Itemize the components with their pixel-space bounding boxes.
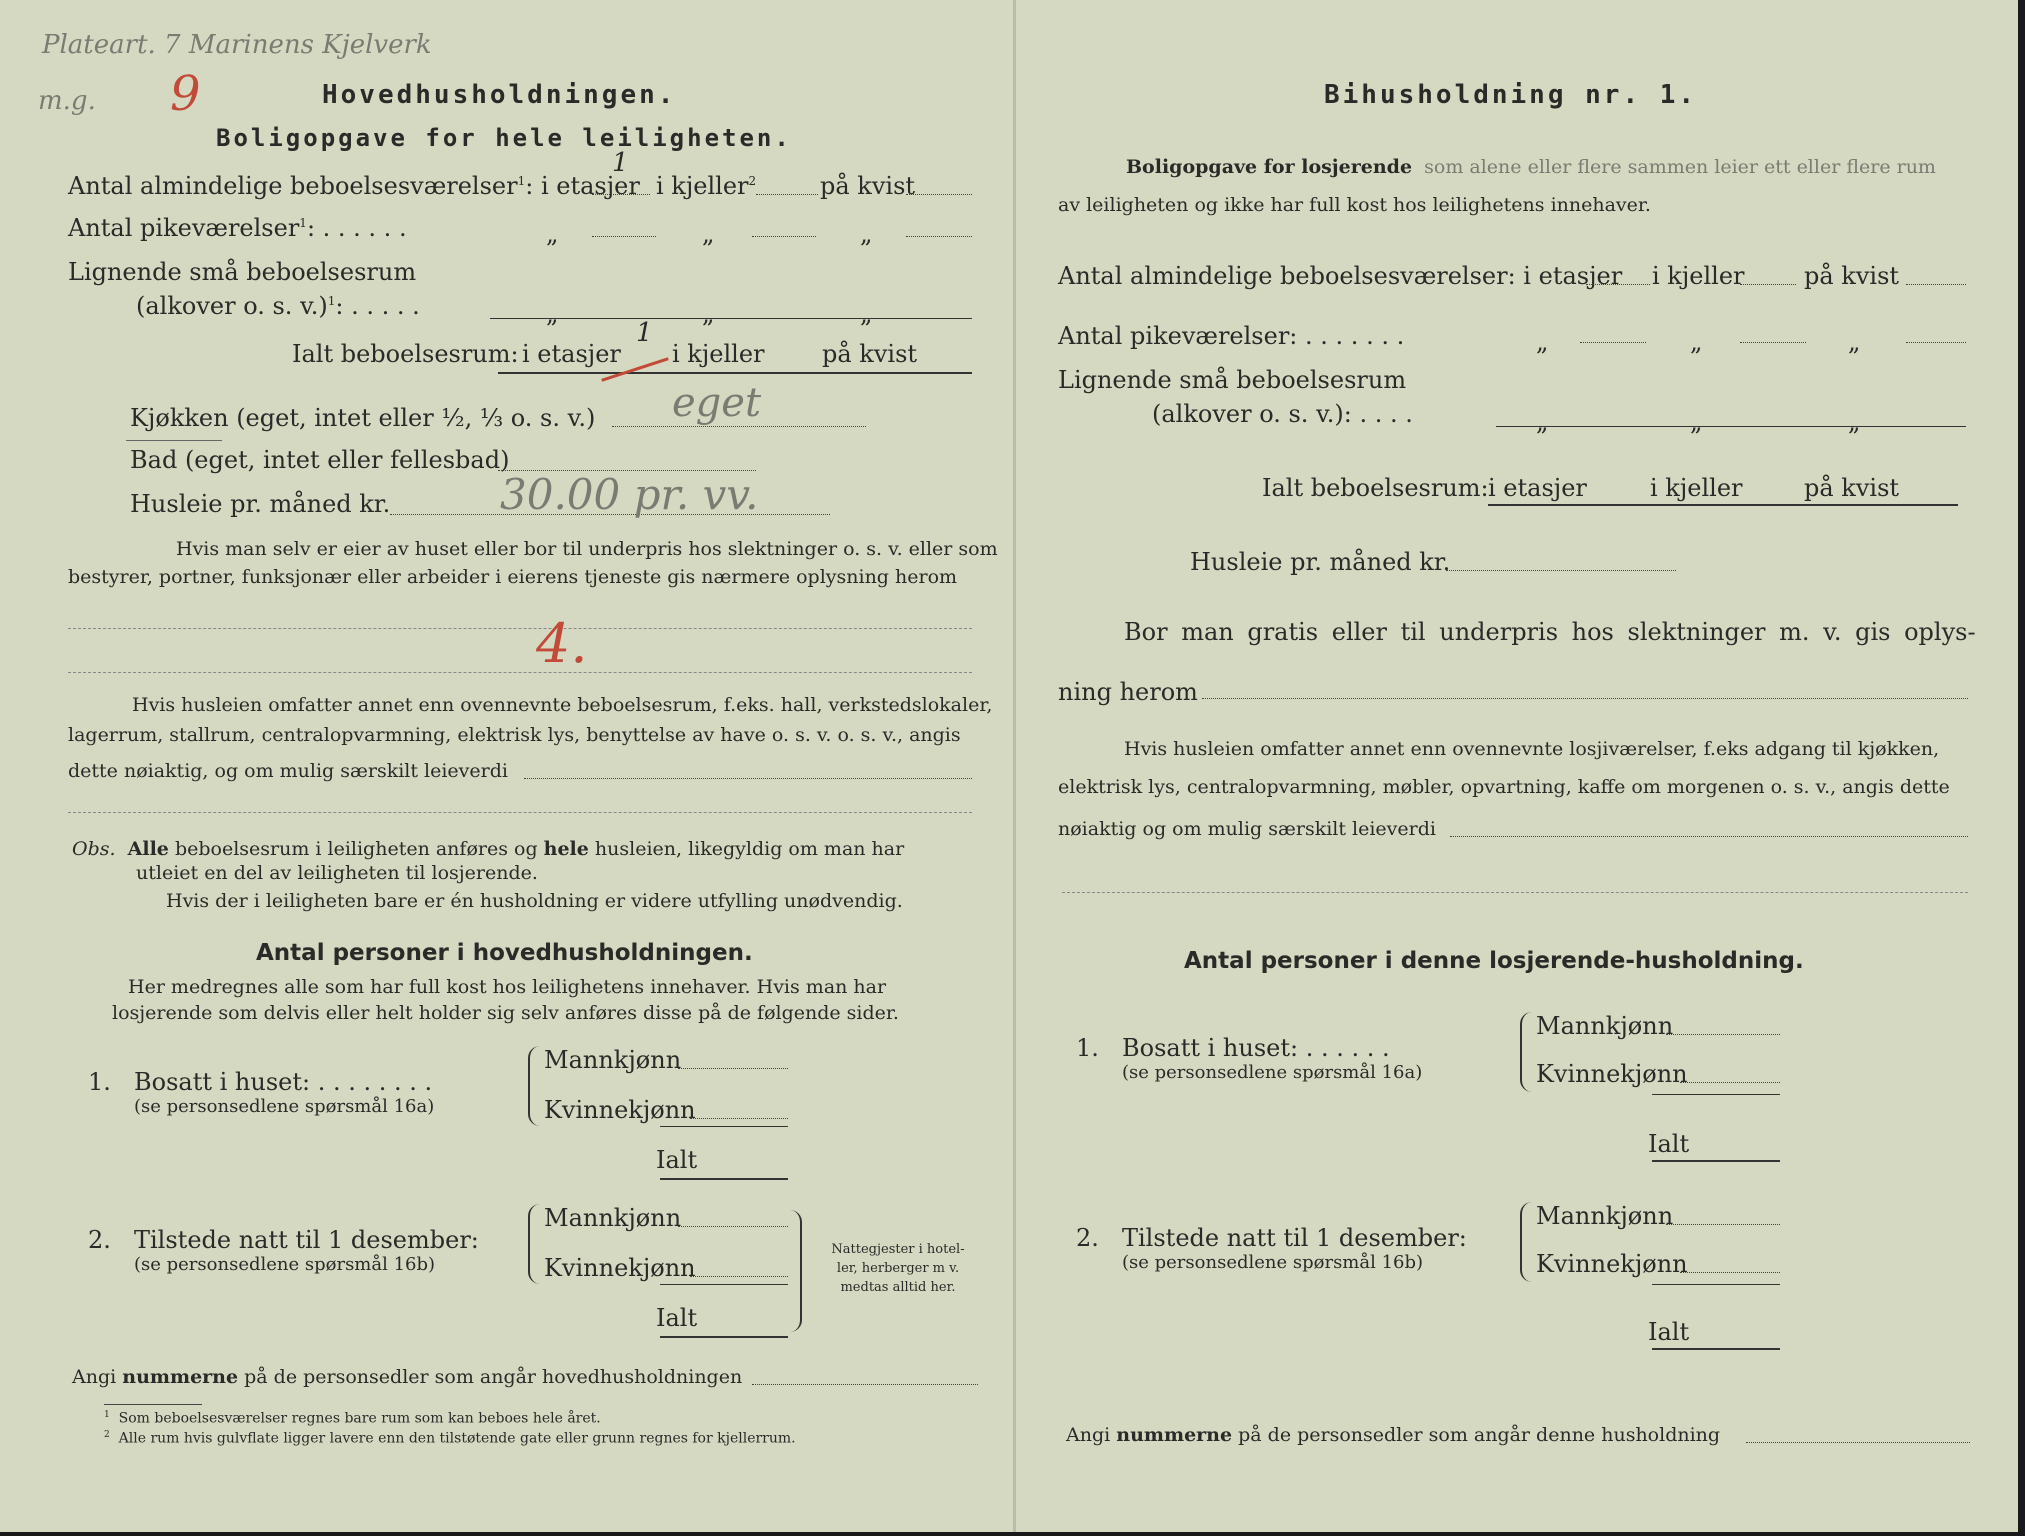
kjokken-underline: [126, 440, 222, 441]
right-ialt-kvist: på kvist: [1804, 474, 1900, 502]
right-angi: Angi nummerne på de personsedler som angår denne husholdning: [1066, 1424, 1721, 1446]
ditto-mark: „: [1848, 328, 1861, 356]
field-r-pike-kvist[interactable]: [1906, 342, 1966, 343]
left-kjokken: Kjøkken (eget, intet eller ½, ⅓ o. s. v.): [130, 404, 596, 432]
left-q2-label: Tilstede natt til 1 desember:: [134, 1226, 479, 1254]
left-personer-2: losjerende som delvis eller helt holder sig selv anføres disse på de følgende sider.: [112, 1002, 899, 1024]
left-q1-brace: [528, 1046, 540, 1126]
right-omfatter-3: nøiaktig og om mulig særskilt leieverdi: [1058, 818, 1436, 840]
left-q2-brace: [528, 1204, 540, 1284]
right-omfatter-2: elektrisk lys, centralopvarmning, møbler, opvartning, kaffe om morgenen o. s. v., angis dette: [1058, 776, 1950, 798]
ditto-mark: „: [546, 220, 559, 248]
right-ialt-kjeller: i kjeller: [1650, 474, 1743, 502]
field-r-kjeller[interactable]: [1740, 284, 1796, 285]
field-r-alkover[interactable]: [1496, 426, 1966, 427]
right-personer-title: Antal personer i denne losjerende-husholdning.: [1184, 948, 1804, 974]
field-r-leieverdi-line2[interactable]: [1062, 892, 1968, 893]
field-r-q1-ialt[interactable]: [1652, 1160, 1780, 1162]
left-q1-ialt: Ialt: [656, 1146, 698, 1174]
handwritten-husleie: 30.00 pr. vv.: [500, 470, 759, 519]
ditto-mark: „: [1536, 408, 1549, 436]
ditto-mark: „: [546, 300, 559, 328]
right-ialt-underline: [1488, 504, 1958, 506]
handwritten-etasjer: 1: [612, 148, 629, 178]
footnote-2: $^2$ Alle rum hvis gulvflate ligger lavere enn den tilstøtende gate eller grunn regnes for kjellerrum.: [104, 1430, 796, 1447]
left-omfatter-1: Hvis husleien omfatter annet enn ovennevnte beboelsesrum, f.eks. hall, verkstedslokaler,: [132, 694, 993, 716]
field-pike-etasjer[interactable]: [592, 236, 656, 237]
right-line1: Antal almindelige beboelsesværelser: i etasjer: [1058, 262, 1623, 290]
field-r-q1-kvinne[interactable]: [1680, 1082, 1780, 1083]
right-line2: Antal pikeværelser: . . . . . . .: [1058, 322, 1405, 350]
field-r-pike-etasjer[interactable]: [1580, 342, 1646, 343]
handwritten-kjokken: eget: [672, 380, 762, 426]
right-line3-b: (alkover o. s. v.): . . . .: [1152, 400, 1413, 428]
left-subtitle: Boligopgave for hele leiligheten.: [216, 124, 792, 152]
ditto-mark: „: [1848, 408, 1861, 436]
left-q1-label: Bosatt i huset: . . . . . . . .: [134, 1068, 433, 1096]
q2-sum-line: [660, 1284, 788, 1285]
left-obs-3: Hvis der i leiligheten bare er én husholdning er videre utfylling unødvendig.: [166, 890, 903, 912]
field-q1-mann[interactable]: [678, 1068, 788, 1069]
handwritten-number: 9: [170, 66, 201, 122]
right-title: Bihusholdning nr. 1.: [1324, 80, 1698, 110]
right-q2-label: Tilstede natt til 1 desember:: [1122, 1224, 1467, 1252]
left-line3-b: (alkover o. s. v.)$^1$: . . . . .: [136, 292, 420, 320]
field-r-kvist[interactable]: [1906, 284, 1966, 285]
field-alkover[interactable]: [490, 318, 972, 319]
ditto-mark: „: [1690, 328, 1703, 356]
page-fold: [1013, 0, 1016, 1532]
field-kjeller[interactable]: [756, 194, 818, 195]
left-q1-kvinne: Kvinnekjønn: [544, 1096, 696, 1124]
ialt-underline: [498, 372, 972, 374]
field-r-q2-mann[interactable]: [1666, 1224, 1780, 1225]
left-obs-1: Obs. Alle beboelsesrum i leiligheten anføres og hele husleien, likegyldig om man har: [72, 838, 905, 860]
handwritten-note-mark: 4.: [536, 612, 588, 675]
right-q2-mann: Mannkjønn: [1536, 1202, 1674, 1230]
right-ialt-etasjer: i etasjer: [1488, 474, 1587, 502]
left-title: Hovedhusholdningen.: [322, 80, 677, 110]
field-angi-left[interactable]: [752, 1384, 978, 1385]
field-r-gratis[interactable]: [1202, 698, 1968, 699]
r-q2-sum-line: [1652, 1284, 1780, 1285]
right-q2-ialt: Ialt: [1648, 1318, 1690, 1346]
right-q2-kvinne: Kvinnekjønn: [1536, 1250, 1688, 1278]
field-eier-line1[interactable]: [68, 628, 972, 629]
ditto-mark: „: [702, 220, 715, 248]
right-line3-a: Lignende små beboelsesrum: [1058, 366, 1407, 394]
right-intro-2: av leiligheten og ikke har full kost hos leilighetens innehaver.: [1058, 194, 1651, 216]
footnote-rule: [104, 1404, 202, 1405]
left-personer-title: Antal personer i hovedhusholdningen.: [256, 940, 753, 966]
left-bad: Bad (eget, intet eller fellesbad): [130, 446, 510, 474]
ditto-mark: „: [860, 220, 873, 248]
field-kjokken[interactable]: [612, 426, 866, 427]
right-q2-num: 2.: [1076, 1224, 1099, 1252]
left-natt-note: Nattegjester i hotel- ler, herberger m v. medtas alltid her.: [831, 1242, 965, 1295]
ditto-mark: „: [860, 300, 873, 328]
left-q2-ialt: Ialt: [656, 1304, 698, 1332]
right-intro-1: Boligopgave for losjerende som alene eller flere sammen leier ett eller flere rum: [1126, 156, 1936, 178]
left-angi: Angi nummerne på de personsedler som angår hovedhusholdningen: [72, 1366, 743, 1388]
field-r-etasjer[interactable]: [1586, 284, 1650, 285]
handwritten-mg: m.g.: [38, 86, 96, 116]
field-leieverdi-line2[interactable]: [68, 812, 972, 813]
ditto-mark: „: [1536, 328, 1549, 356]
left-q1-mann: Mannkjønn: [544, 1046, 682, 1074]
field-r-q1-mann[interactable]: [1666, 1034, 1780, 1035]
field-q1-kvinne[interactable]: [690, 1118, 788, 1119]
field-q2-mann[interactable]: [678, 1226, 788, 1227]
field-r-q2-ialt[interactable]: [1652, 1348, 1780, 1350]
field-pike-kvist[interactable]: [906, 236, 972, 237]
handwritten-ialt-etasjer: 1: [636, 318, 653, 348]
right-q2-brace: [1520, 1202, 1532, 1282]
left-ialt-etasjer: i etasjer: [522, 340, 621, 368]
left-ialt-label: Ialt beboelsesrum:: [292, 340, 519, 368]
field-q2-kvinne[interactable]: [690, 1276, 788, 1277]
left-line3-a: Lignende små beboelsesrum: [68, 258, 417, 286]
right-line1-kjeller: i kjeller: [1652, 262, 1745, 290]
left-q2-right-brace: [790, 1210, 802, 1332]
field-r-pike-kjeller[interactable]: [1740, 342, 1806, 343]
left-line1-kjeller: i kjeller$^2$: [656, 172, 757, 200]
field-r-husleie[interactable]: [1446, 570, 1676, 571]
left-ialt-kjeller: i kjeller: [672, 340, 765, 368]
left-eier-note-1: Hvis man selv er eier av huset eller bor til underpris hos slektninger o. s. v. eller som: [176, 538, 998, 560]
left-ialt-kvist: på kvist: [822, 340, 918, 368]
right-q2-sub: (se personsedlene spørsmål 16b): [1122, 1252, 1424, 1273]
right-q1-num: 1.: [1076, 1034, 1099, 1062]
field-r-q2-kvinne[interactable]: [1680, 1272, 1780, 1273]
footnote-1: $^1$ Som beboelsesværelser regnes bare rum som kan beboes hele året.: [104, 1410, 601, 1427]
left-eier-note-2: bestyrer, portner, funksjonær eller arbeider i eierens tjeneste gis nærmere oplysning herom: [68, 566, 958, 588]
right-q1-sub: (se personsedlene spørsmål 16a): [1122, 1062, 1423, 1083]
left-line1: Antal almindelige beboelsesværelser$^1$: i etasjer: [68, 172, 640, 200]
ditto-mark: „: [702, 300, 715, 328]
field-q2-ialt[interactable]: [660, 1336, 788, 1338]
left-q2-num: 2.: [88, 1226, 111, 1254]
field-q1-ialt[interactable]: [660, 1178, 788, 1180]
left-husleie: Husleie pr. måned kr.: [130, 490, 391, 518]
left-line1-kvist: på kvist: [820, 172, 916, 200]
r-q1-sum-line: [1652, 1094, 1780, 1095]
left-obs-2: utleiet en del av leiligheten til losjerende.: [136, 862, 538, 884]
field-angi-right[interactable]: [1746, 1442, 1970, 1443]
right-husleie: Husleie pr. måned kr.: [1190, 548, 1451, 576]
left-q2-mann: Mannkjønn: [544, 1204, 682, 1232]
field-eier-line2[interactable]: [68, 672, 972, 673]
q1-sum-line: [660, 1126, 788, 1127]
field-leieverdi[interactable]: [524, 778, 972, 779]
right-line1-kvist: på kvist: [1804, 262, 1900, 290]
right-q1-brace: [1520, 1012, 1532, 1092]
left-omfatter-2: lagerrum, stallrum, centralopvarmning, elektrisk lys, benyttelse av have o. s. v. o. s. v., angis: [68, 724, 961, 746]
left-q2-sub: (se personsedlene spørsmål 16b): [134, 1254, 436, 1275]
right-gratis-1: Bor man gratis eller til underpris hos slektninger m. v. gis oplys-: [1124, 618, 1976, 646]
right-q1-mann: Mannkjønn: [1536, 1012, 1674, 1040]
left-omfatter-3: dette nøiaktig, og om mulig særskilt leieverdi: [68, 760, 508, 782]
right-q1-kvinne: Kvinnekjønn: [1536, 1060, 1688, 1088]
left-q2-kvinne: Kvinnekjønn: [544, 1254, 696, 1282]
right-q1-ialt: Ialt: [1648, 1130, 1690, 1158]
right-omfatter-1: Hvis husleien omfatter annet enn ovennevnte losjiværelser, f.eks adgang til kjøkken,: [1124, 738, 1940, 760]
field-etasjer[interactable]: [592, 194, 650, 195]
right-gratis-2: ning herom: [1058, 678, 1198, 706]
left-q1-sub: (se personsedlene spørsmål 16a): [134, 1096, 435, 1117]
left-line2: Antal pikeværelser$^1$: . . . . . .: [68, 214, 407, 242]
field-r-leieverdi[interactable]: [1450, 836, 1968, 837]
field-pike-kjeller[interactable]: [752, 236, 816, 237]
left-personer-1: Her medregnes alle som har full kost hos leilighetens innehaver. Hvis man har: [128, 976, 887, 998]
ditto-mark: „: [1690, 408, 1703, 436]
right-q1-label: Bosatt i huset: . . . . . .: [1122, 1034, 1390, 1062]
left-q1-num: 1.: [88, 1068, 111, 1096]
right-ialt-label: Ialt beboelsesrum:: [1262, 474, 1489, 502]
handwritten-address: Plateart. 7 Marinens Kjelverk: [42, 30, 432, 60]
field-kvist[interactable]: [906, 194, 972, 195]
